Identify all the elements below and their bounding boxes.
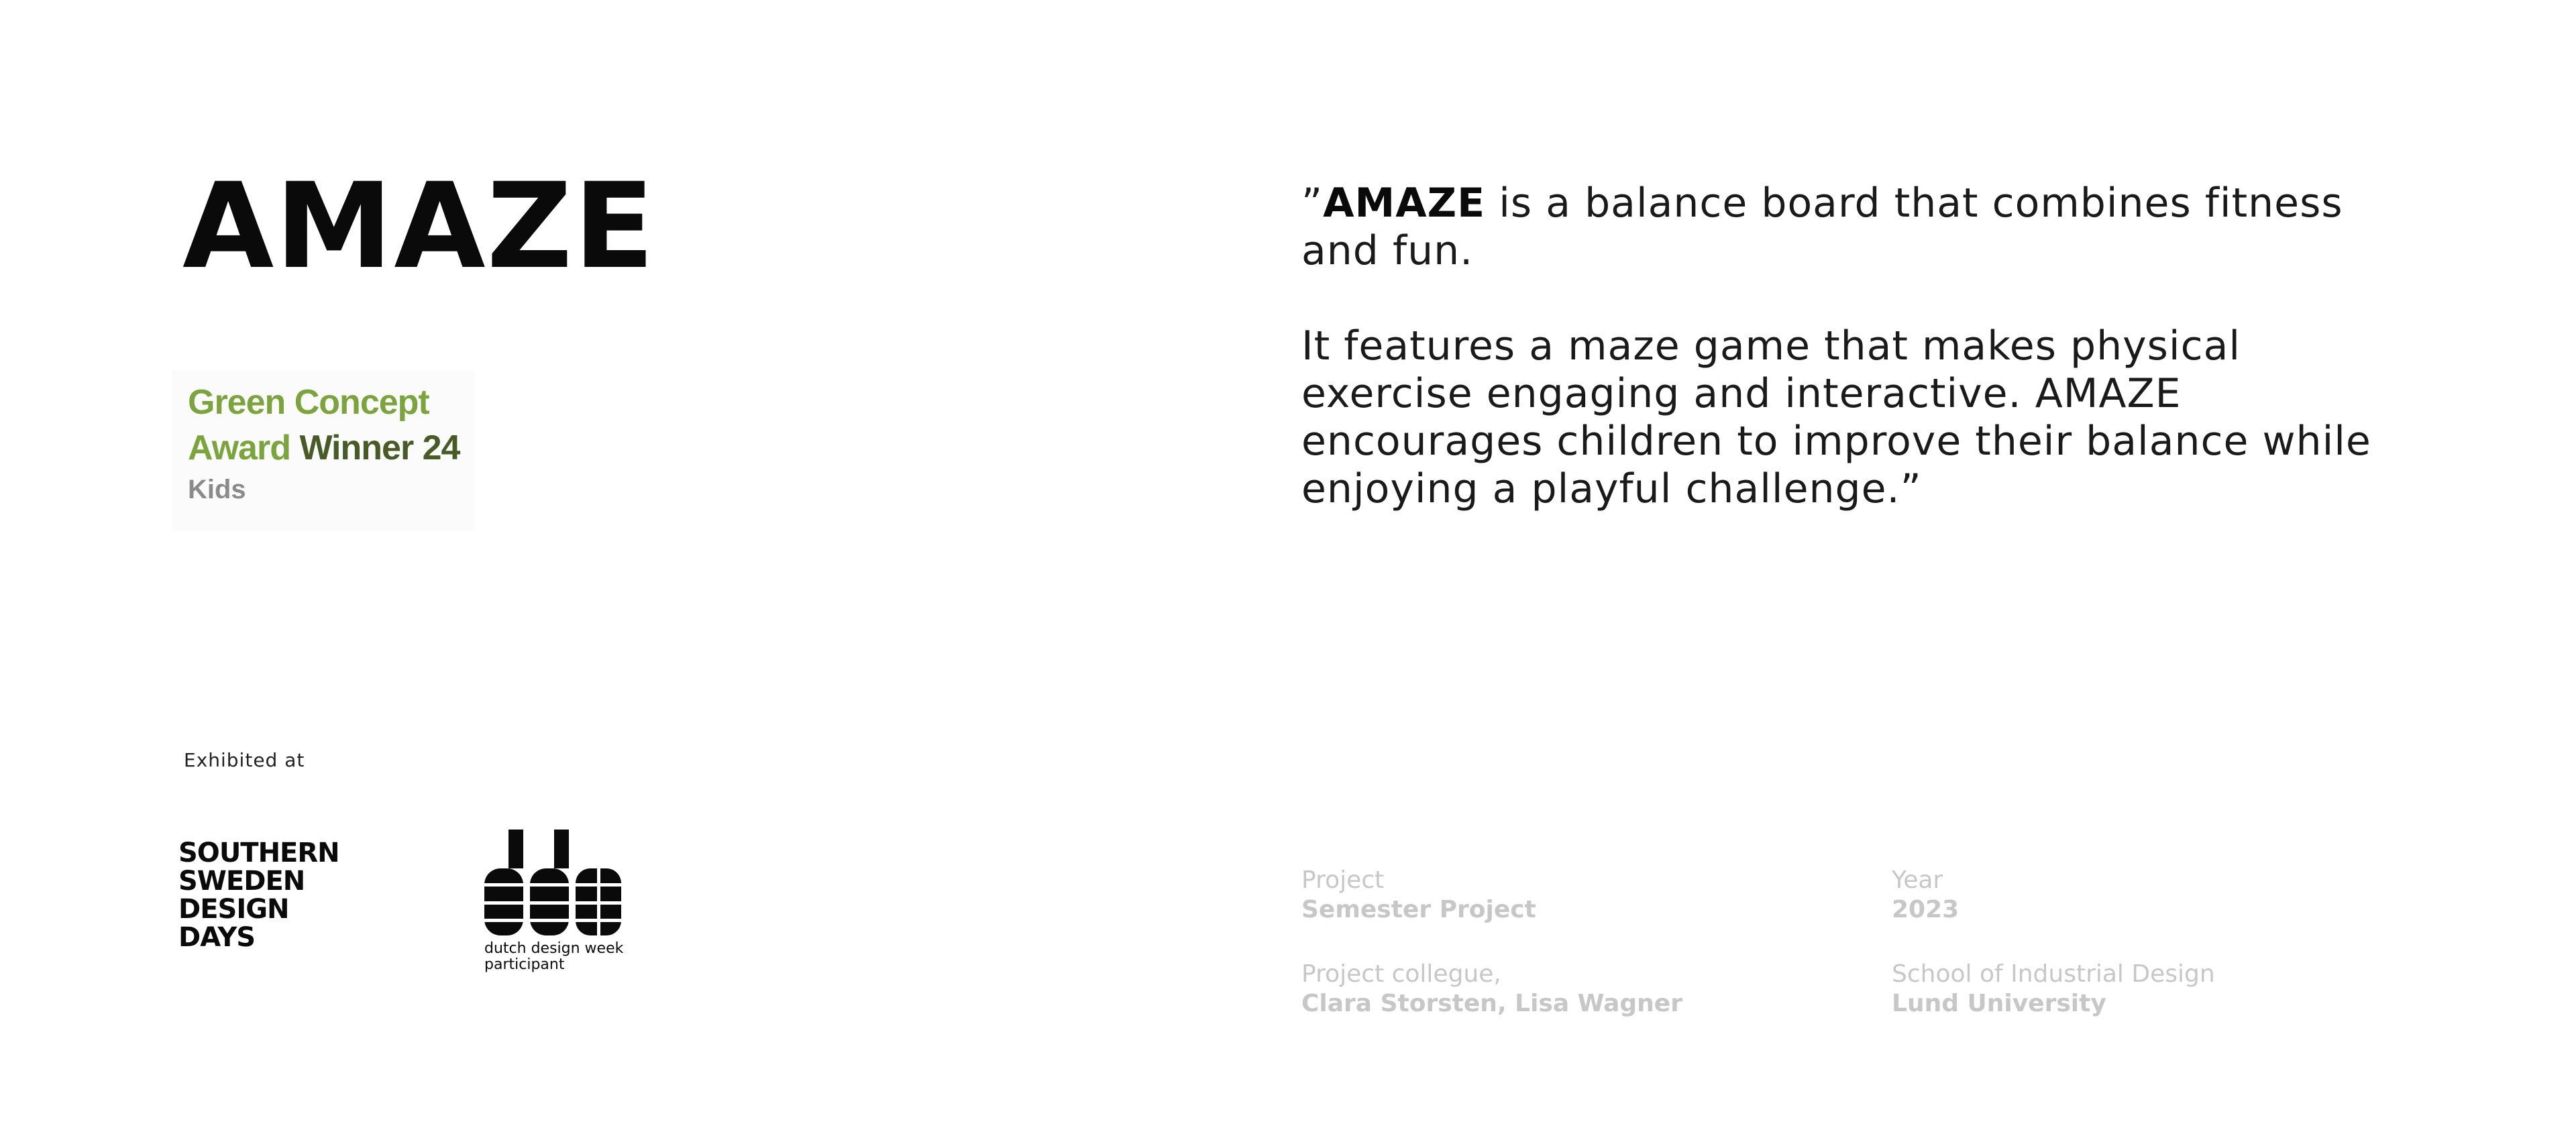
ssdd-logo-line: DAYS [178,922,256,953]
exhibited-at-label: Exhibited at [184,749,305,771]
meta-colleague-label: Project collegue, [1301,960,1501,988]
project-title: AMAZE [182,158,656,295]
meta-year-value: 2023 [1892,896,1960,923]
project-description-quote [1301,180,2375,513]
ddw-caption [484,941,625,973]
award-word: Award [188,429,290,467]
award-badge [172,370,475,531]
meta-school-label: School of Industrial Design [1892,960,2215,988]
quote-paragraph-1 [1301,180,2375,275]
meta-colleague-value: Clara Storsten, Lisa Wagner [1301,990,1682,1017]
meta-year-label: Year [1892,866,1943,894]
award-name-line-2 [188,431,460,465]
quote-p1-text: is a balance board that combines fitness and fun. [1301,180,2343,274]
quote-paragraph-2: It features a maze game that makes physical exercise engaging and interactive. AMAZE encourages children to improve their balance while enjoying a playful challenge.” [1301,323,2371,512]
quote-open-mark: ” [1301,180,1324,227]
ssdd-logo-line: SWEDEN [178,866,305,897]
meta-school [1892,960,2215,1019]
award-name-line-1: Green Concept [188,383,429,422]
meta-project-label: Project [1301,866,1385,894]
quote-product-name: AMAZE [1323,180,1486,227]
meta-year [1892,866,1959,925]
southern-sweden-design-days-logo [178,839,360,952]
ssdd-logo-line: SOUTHERN [178,838,339,868]
meta-project-value: Semester Project [1301,896,1536,923]
meta-project [1301,866,1536,925]
ssdd-logo-line: DESIGN [178,894,289,925]
ddw-mark-icon [484,830,621,937]
dutch-design-week-logo [484,830,625,973]
award-winner-text: Winner 24 [299,429,460,467]
ddw-caption-line-2: participant [484,956,565,973]
award-category: Kids [188,475,246,504]
meta-school-value: Lund University [1892,990,2106,1017]
ddw-caption-line-1: dutch design week [484,940,624,957]
meta-colleague [1301,960,1682,1019]
